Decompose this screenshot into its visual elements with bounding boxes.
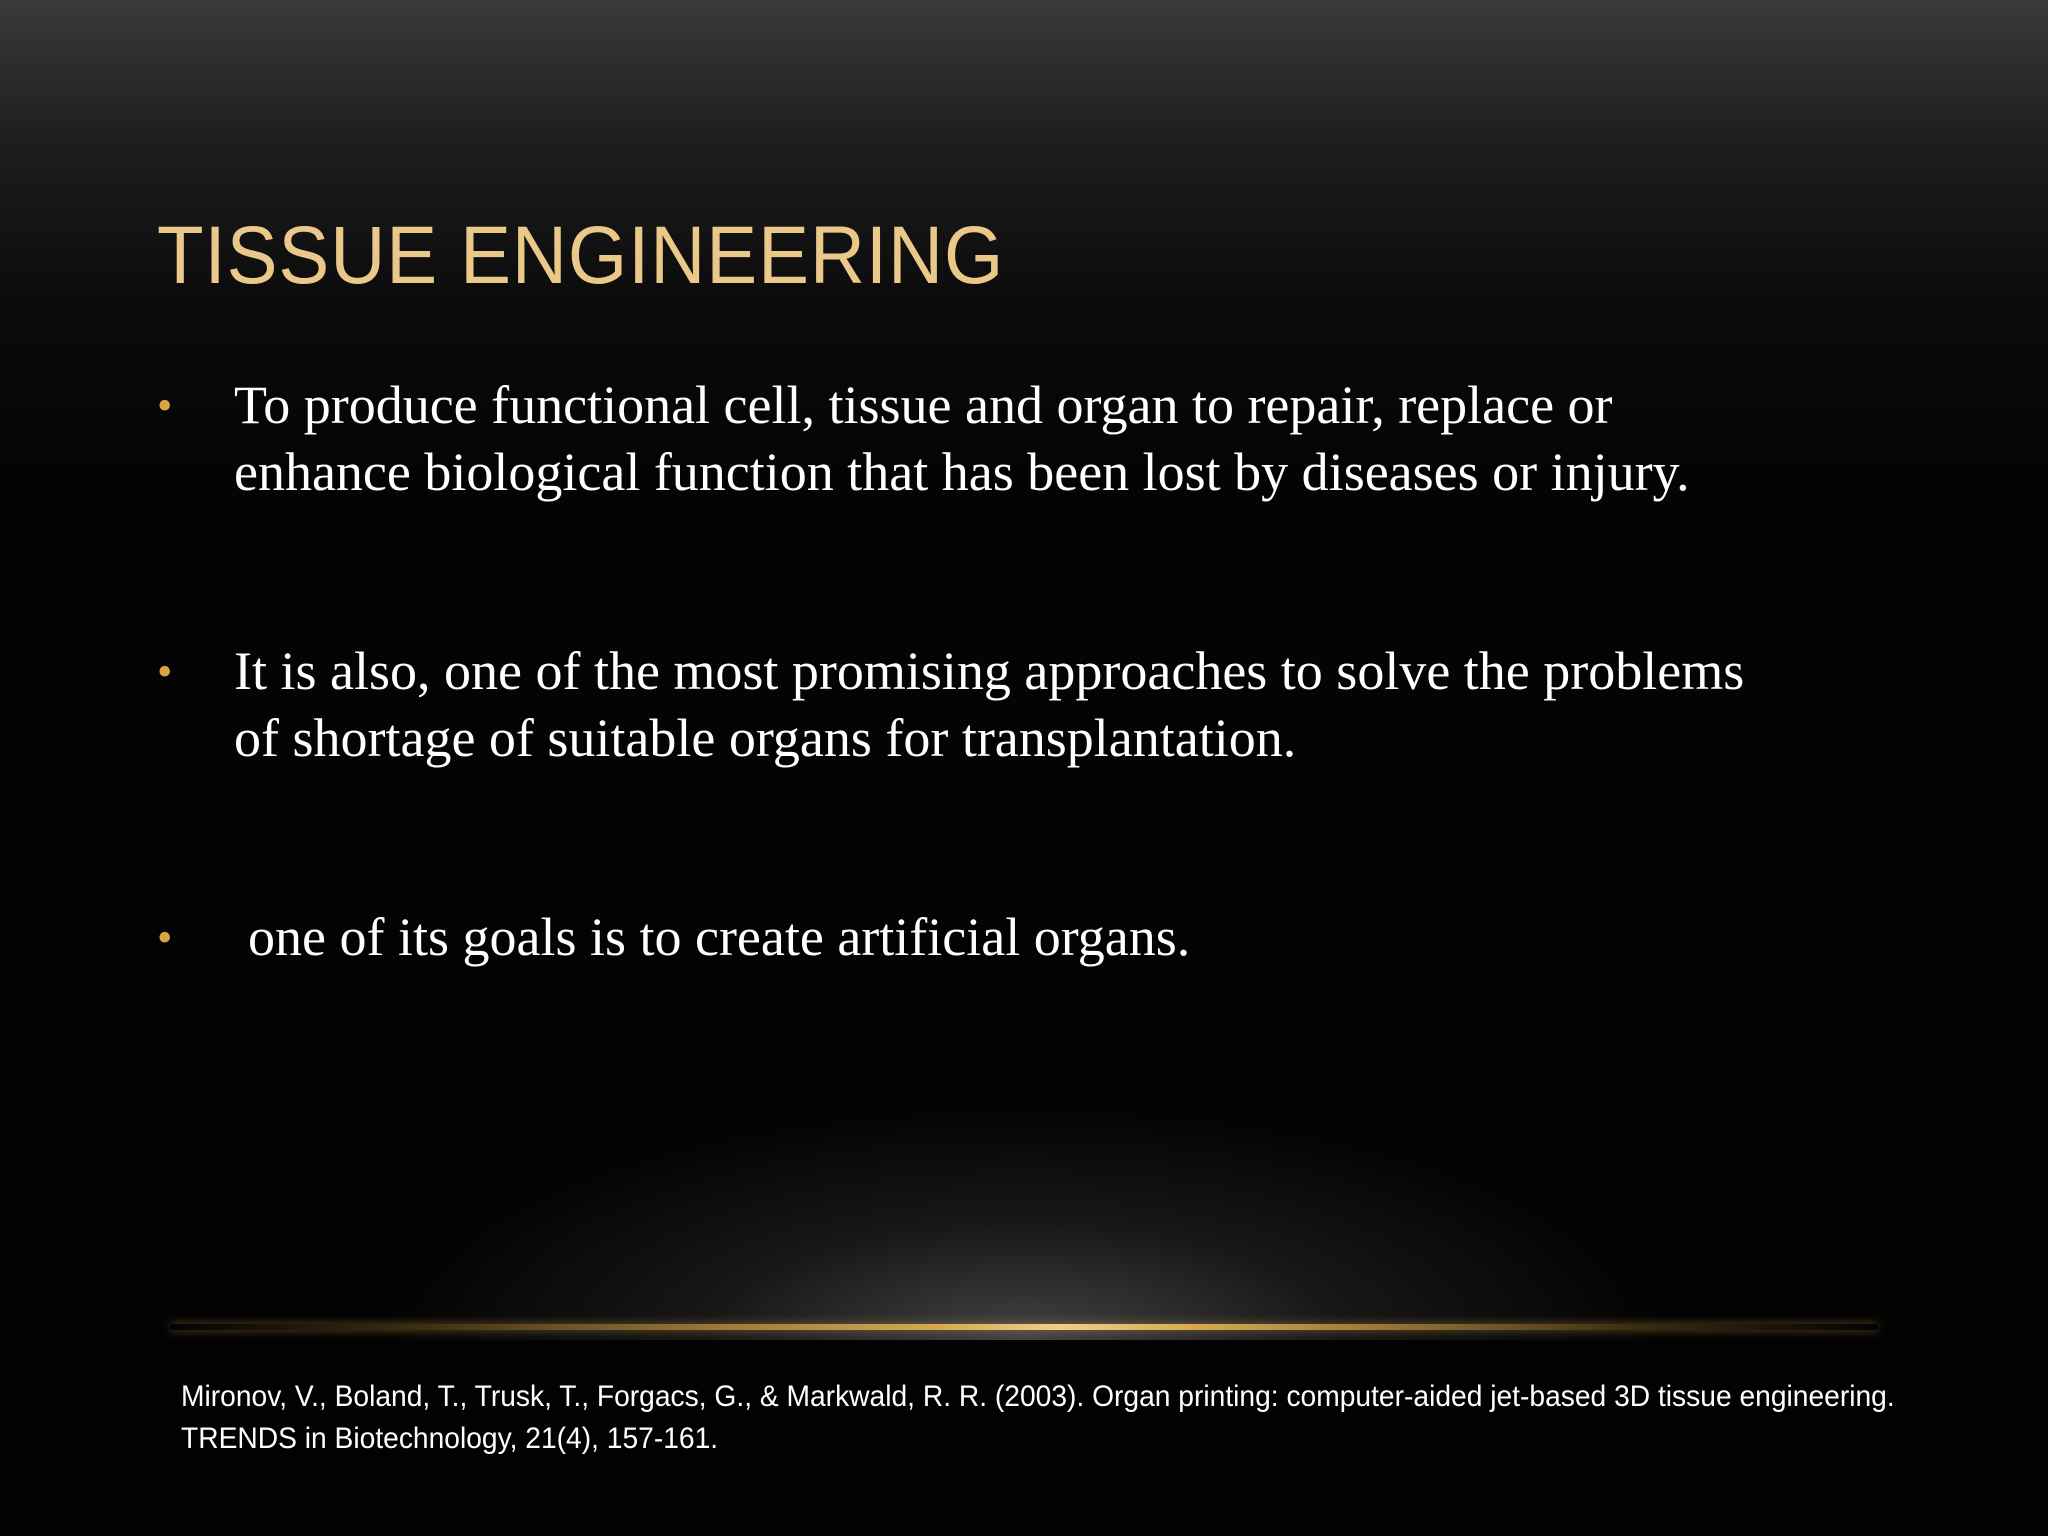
bullet-dot-icon: • (157, 913, 173, 962)
citation-line: Mironov, V., Boland, T., Trusk, T., Forgacs, G., & Markwald, R. R. (2003). Organ printing: computer-aided jet-based 3D tissue engineering. (181, 1380, 1895, 1413)
bullet-line: It is also, one of the most promising approaches to solve the problems (234, 641, 1745, 701)
bullet-line: of shortage of suitable organs for transplantation. (234, 708, 1297, 768)
bullet-line: To produce functional cell, tissue and organ to repair, replace or (234, 375, 1613, 435)
slide-title: TISSUE ENGINEERING (157, 210, 1005, 301)
citation (181, 1376, 1895, 1460)
bullet-text (248, 904, 1948, 971)
decorative-gold-line (170, 1324, 1878, 1330)
decorative-glow (374, 1100, 1674, 1340)
bullet-dot-icon: • (157, 647, 173, 696)
bullet-text (234, 372, 1934, 506)
bullet-line: enhance biological function that has been lost by diseases or injury. (234, 442, 1690, 502)
bullet-text (234, 638, 1934, 772)
bullet-dot-icon: • (157, 381, 173, 430)
citation-line: TRENDS in Biotechnology, 21(4), 157-161. (181, 1422, 719, 1455)
bullet-line: one of its goals is to create artificial organs. (248, 907, 1191, 967)
